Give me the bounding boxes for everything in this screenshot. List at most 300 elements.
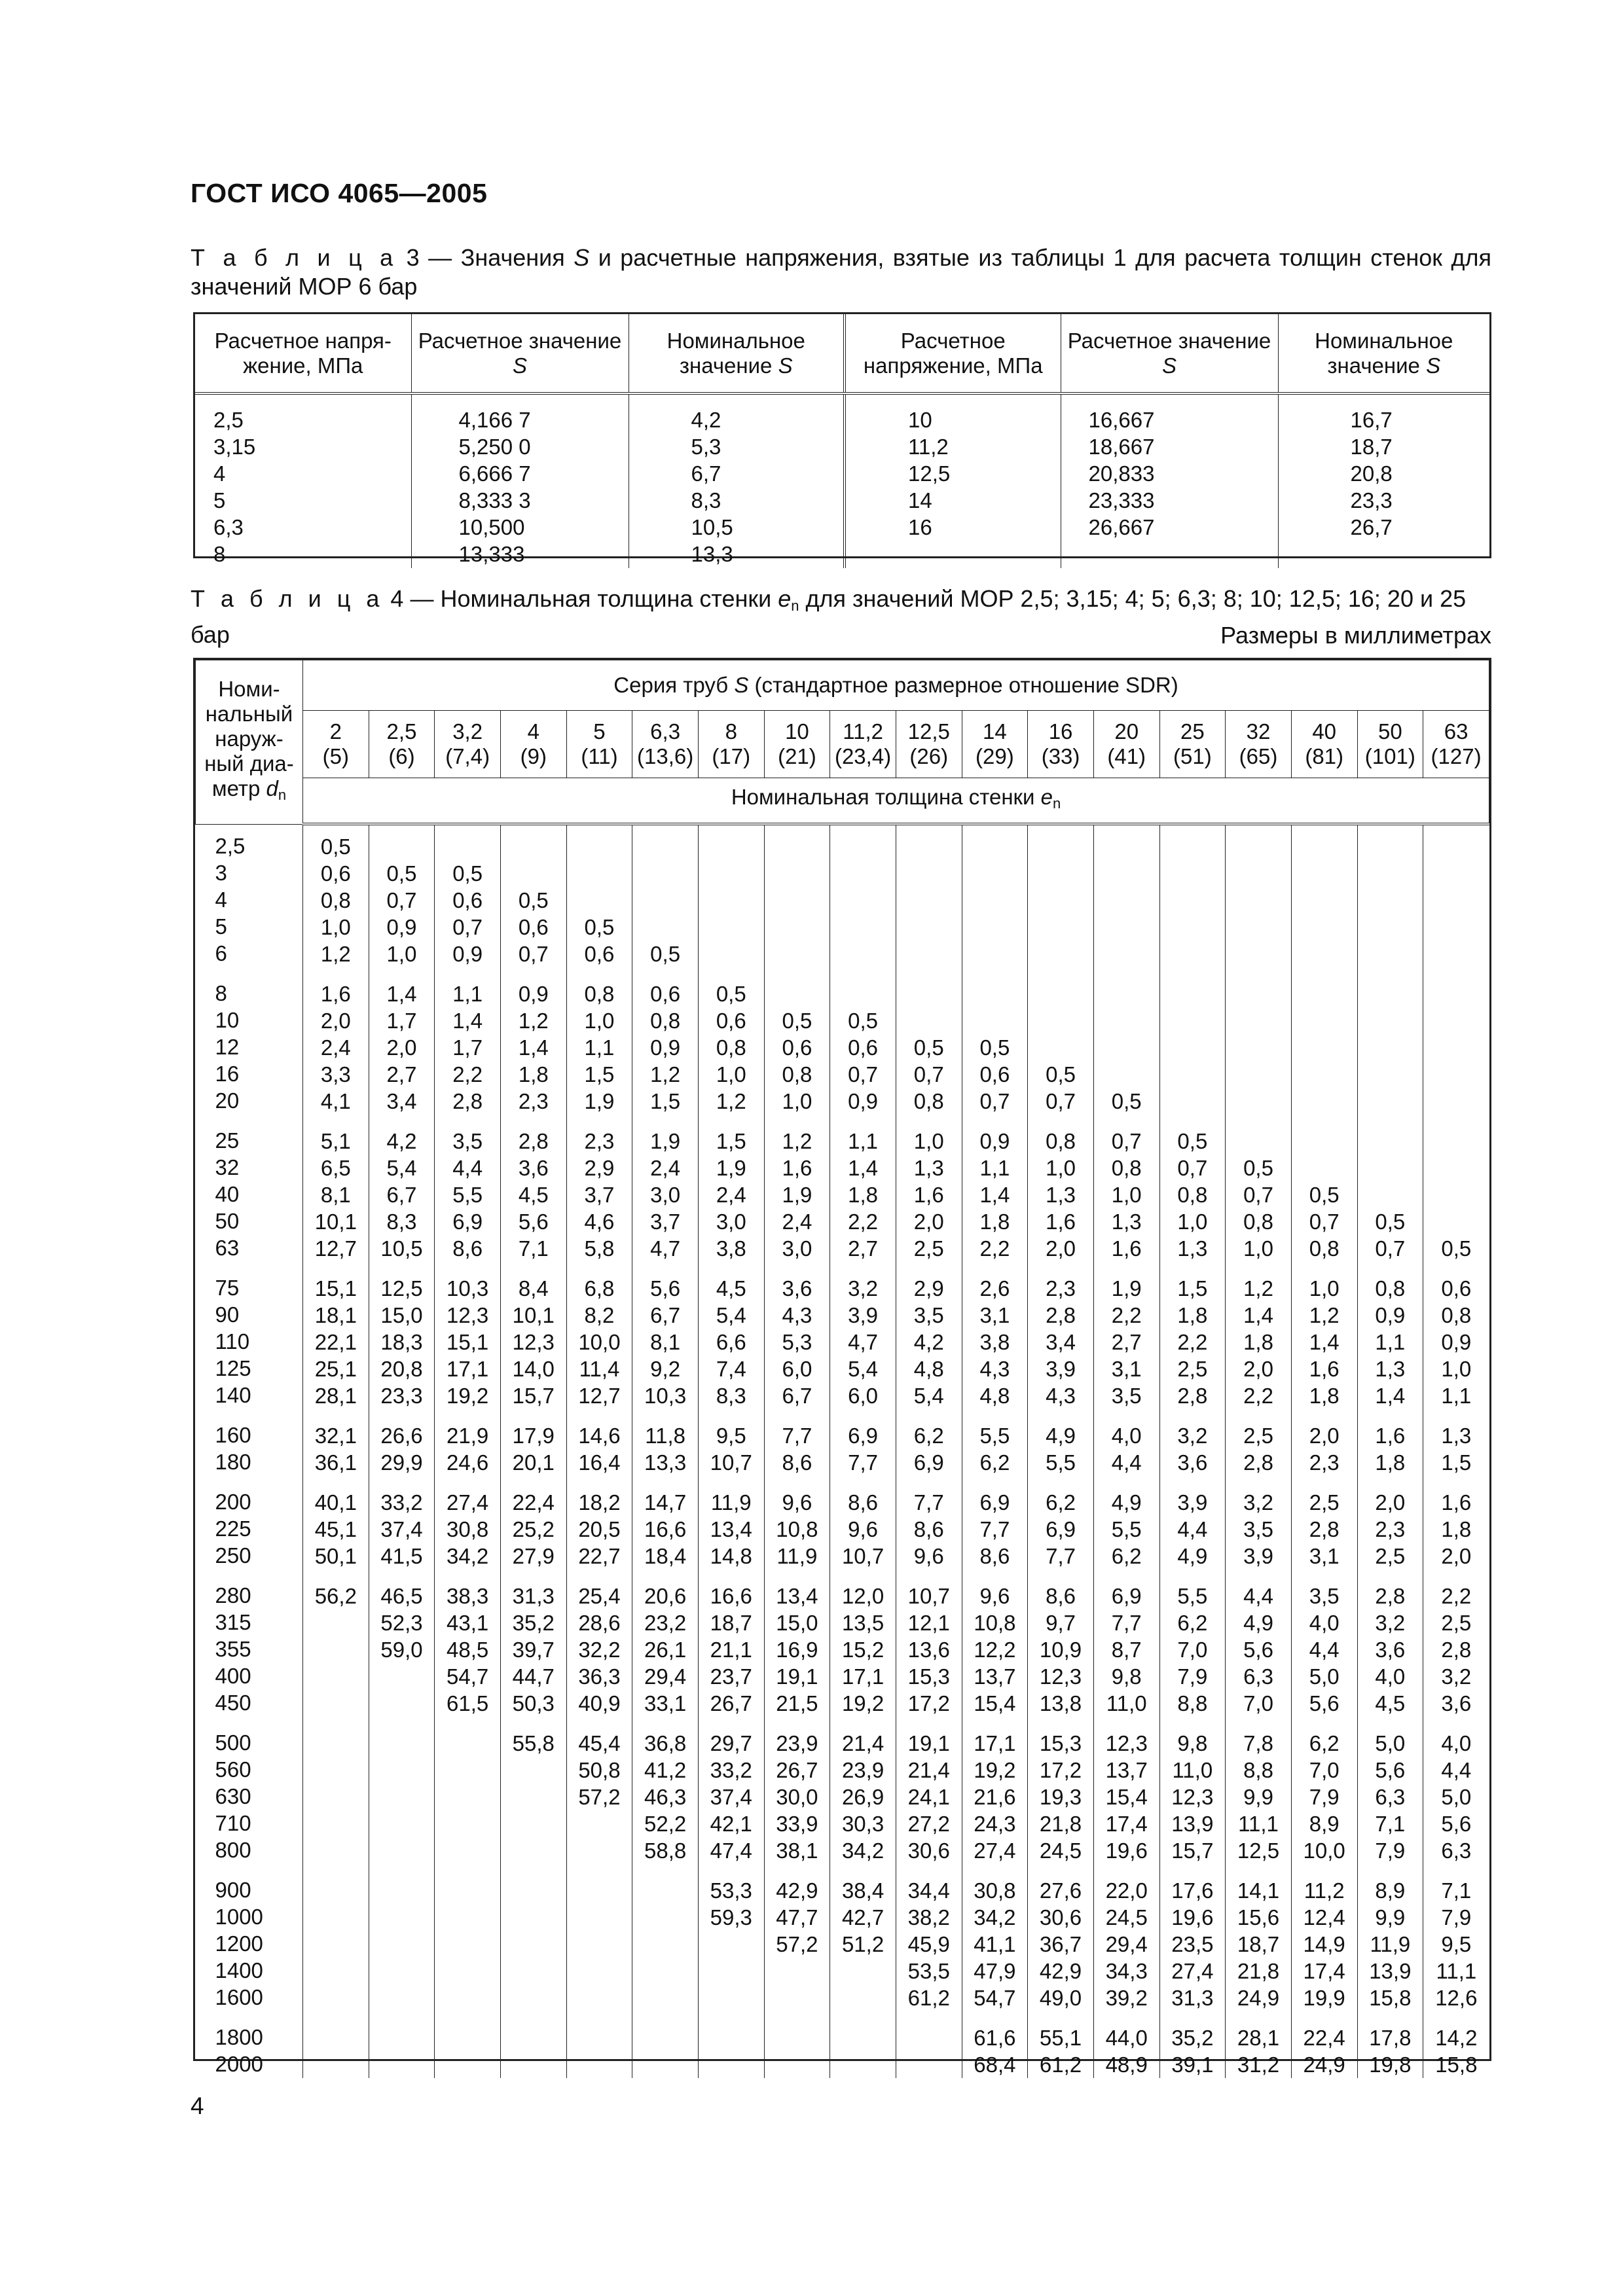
table4-cell: 4,3 <box>782 1303 812 1327</box>
table4-cell <box>1226 860 1291 887</box>
table4-cell: 34,2 <box>447 1544 489 1568</box>
table4-cell: 0,5 <box>584 915 615 939</box>
table4-cell: 4,3 <box>979 1357 1010 1381</box>
table4-cell <box>303 2024 369 2051</box>
table4-cell: 0,7 <box>1177 1156 1208 1180</box>
table4-cell: 3,0 <box>650 1183 681 1207</box>
table4-cell: 1,8 <box>1243 1330 1273 1354</box>
table3-cell: 16,7 <box>1350 408 1393 432</box>
table4-diameter-cell: 20 <box>215 1088 240 1113</box>
table4-cell <box>1094 860 1159 887</box>
table4-cell: 3,7 <box>584 1183 615 1207</box>
table3-cell: 16,667 <box>1088 408 1155 432</box>
table4-cell: 47,4 <box>710 1839 752 1863</box>
table4-cell: 0,5 <box>518 888 549 912</box>
table4-cell: 17,4 <box>1303 1959 1345 1983</box>
table4-cell <box>369 833 435 860</box>
table4-cell: 4,7 <box>848 1330 879 1354</box>
table4-cell: 0,9 <box>1441 1330 1472 1354</box>
table4-cell <box>369 1958 435 1984</box>
table4-cell: 0,6 <box>1441 1276 1472 1300</box>
group-gap <box>215 1569 303 1582</box>
table4-cell <box>699 941 764 967</box>
group-gap <box>1028 1476 1093 1489</box>
table4-cell <box>501 860 566 887</box>
table4-series-sdr: (127) <box>1431 744 1482 768</box>
table4-cell: 19,6 <box>1105 1839 1148 1863</box>
table4-diameter-cell: 2000 <box>215 2051 263 2076</box>
table4-cell: 7,1 <box>1441 1878 1472 1903</box>
group-gap <box>896 1262 962 1275</box>
table4-cell: 5,4 <box>386 1156 417 1180</box>
group-gap <box>1423 1864 1489 1877</box>
table4-series-s: 4 <box>527 719 539 744</box>
table4-cell <box>1028 1007 1093 1034</box>
group-gap <box>830 1115 896 1128</box>
table4-cell: 1,1 <box>584 1035 615 1060</box>
table4-cell: 10,7 <box>841 1544 884 1568</box>
table4-cell: 5,6 <box>650 1276 681 1300</box>
table4-cell: 2,7 <box>848 1236 879 1261</box>
table4-cell: 7,4 <box>716 1357 746 1381</box>
table4-cell: 0,7 <box>386 888 417 912</box>
table4-cell: 3,6 <box>1441 1691 1472 1715</box>
group-gap <box>765 1570 830 1583</box>
table4-cell: 0,8 <box>716 1035 746 1060</box>
table4-cell: 15,8 <box>1369 1986 1412 2010</box>
table4-cell: 1,0 <box>1243 1236 1273 1261</box>
table4-cell: 24,3 <box>974 1812 1016 1836</box>
table4-cell: 9,7 <box>1046 1611 1076 1635</box>
group-gap <box>632 2011 698 2024</box>
table4-cell: 19,8 <box>1369 2053 1412 2077</box>
table4-cell <box>435 1837 500 1864</box>
table4-cell: 4,3 <box>1046 1384 1076 1408</box>
table4-cell <box>303 1636 369 1663</box>
table4-cell: 2,3 <box>518 1089 549 1113</box>
table4-cell: 39,7 <box>512 1638 555 1662</box>
table4-cell: 38,2 <box>907 1905 950 1929</box>
table4-diameter-cell: 710 <box>215 1810 251 1835</box>
table4-cell: 3,8 <box>716 1236 746 1261</box>
table4-cell: 16,6 <box>710 1584 752 1608</box>
table4-cell: 10,8 <box>974 1611 1016 1635</box>
group-gap <box>1423 1409 1489 1422</box>
table4-cell: 4,8 <box>913 1357 944 1381</box>
table3-column-5 <box>1061 393 1278 568</box>
table4-cell <box>632 1877 698 1904</box>
table4-cell <box>632 914 698 941</box>
table4-cell: 10,7 <box>710 1450 752 1475</box>
table4-cell: 27,4 <box>974 1839 1016 1863</box>
table4-series-sdr: (33) <box>1041 744 1080 768</box>
table4-cell: 6,2 <box>1111 1544 1142 1568</box>
table4-cell: 0,6 <box>716 1009 746 1033</box>
group-gap <box>501 1864 566 1877</box>
table4-cell: 29,7 <box>710 1731 752 1755</box>
table4-series-column <box>764 824 830 2078</box>
table4-diameter-cell: 250 <box>215 1543 251 1568</box>
table4-cell: 2,2 <box>1441 1584 1472 1608</box>
table4-series-sdr: (17) <box>712 744 751 768</box>
table3-cell: 5,3 <box>691 435 721 459</box>
table4-cell: 4,2 <box>913 1330 944 1354</box>
table4-cell: 3,3 <box>320 1062 351 1086</box>
table4-cell: 57,2 <box>578 1785 621 1809</box>
table4-caption-word: Т а б л и ц а <box>191 585 384 612</box>
table4-cell <box>962 887 1028 914</box>
group-gap <box>215 1475 303 1488</box>
table4-cell: 4,6 <box>584 1210 615 1234</box>
table4-cell: 12,5 <box>1237 1839 1280 1863</box>
table4-cell: 33,9 <box>776 1812 818 1836</box>
table4-cell: 11,9 <box>710 1490 752 1515</box>
table4-cell <box>765 1984 830 2011</box>
table4-cell: 16,6 <box>644 1517 687 1541</box>
group-gap <box>830 1409 896 1422</box>
table4-cell: 0,6 <box>584 942 615 966</box>
table4-series-header-cell <box>632 711 699 778</box>
table4-cell <box>567 1958 632 1984</box>
table4-cell <box>303 1690 369 1717</box>
group-gap <box>896 1476 962 1489</box>
table4-series-s: 20 <box>1114 719 1139 744</box>
table4-cell: 5,4 <box>848 1357 879 1381</box>
table4-cell: 1,5 <box>650 1089 681 1113</box>
group-gap <box>699 2011 764 2024</box>
table4-series-header-cell <box>1423 711 1489 778</box>
table4-cell: 54,7 <box>974 1986 1016 2010</box>
table4-cell: 13,4 <box>710 1517 752 1541</box>
table4-cell: 24,9 <box>1303 2053 1345 2077</box>
table4-cell: 42,9 <box>1039 1959 1082 1983</box>
table4-cell <box>303 1609 369 1636</box>
table4-cell: 27,4 <box>1171 1959 1214 1983</box>
table3-cell: 10,500 <box>458 515 525 539</box>
table4-series-header-cell <box>435 711 501 778</box>
table4-series-s: 12,5 <box>907 719 950 744</box>
table4-cell: 19,2 <box>841 1691 884 1715</box>
table4-cell <box>567 887 632 914</box>
table4-cell: 0,8 <box>1441 1303 1472 1327</box>
table4-cell: 0,8 <box>1111 1156 1142 1180</box>
table4-diameter-cell: 280 <box>215 1583 251 1607</box>
group-gap <box>962 1262 1028 1275</box>
table4-cell: 2,0 <box>1375 1490 1406 1515</box>
group-gap <box>435 1570 500 1583</box>
table4-cell: 33,2 <box>380 1490 423 1515</box>
table4-cell: 36,1 <box>314 1450 357 1475</box>
table4-cell: 25,4 <box>578 1584 621 1608</box>
table4-cell: 3,4 <box>1046 1330 1076 1354</box>
table4-diameter-cell: 3 <box>215 860 227 885</box>
group-gap <box>501 2011 566 2024</box>
group-gap <box>567 967 632 980</box>
table4-cell: 2,2 <box>979 1236 1010 1261</box>
group-gap <box>1160 1409 1226 1422</box>
table4-cell: 15,1 <box>447 1330 489 1354</box>
table4-series-sdr: (26) <box>909 744 949 768</box>
group-gap <box>1226 1864 1291 1877</box>
table4-cell: 1,0 <box>1046 1156 1076 1180</box>
table4-cell <box>501 1984 566 2011</box>
table4-cell: 15,3 <box>1039 1731 1082 1755</box>
table4-cell: 1,0 <box>1111 1183 1142 1207</box>
table3-caption <box>191 243 1491 301</box>
table3-header: Расчетное значение S <box>411 314 629 393</box>
table4-cell: 9,6 <box>782 1490 812 1515</box>
table4-cell: 2,2 <box>452 1062 483 1086</box>
table4-diameter-cell: 355 <box>215 1636 251 1661</box>
table4-cell: 4,4 <box>1441 1758 1472 1782</box>
table4-cell: 1,9 <box>650 1129 681 1153</box>
table4-cell: 3,5 <box>1309 1584 1340 1608</box>
table4-cell: 0,5 <box>386 861 417 886</box>
table4-cell: 7,1 <box>518 1236 549 1261</box>
group-gap <box>303 1476 369 1489</box>
table4-diameter-cell: 1600 <box>215 1984 263 2009</box>
table4-cell: 5,6 <box>518 1210 549 1234</box>
table4-cell: 6,7 <box>650 1303 681 1327</box>
table4-cell: 3,1 <box>979 1303 1010 1327</box>
table4-cell: 4,4 <box>1177 1517 1208 1541</box>
table4-cell: 12,4 <box>1303 1905 1345 1929</box>
table4-cell: 13,8 <box>1039 1691 1082 1715</box>
table4-cell: 5,0 <box>1375 1731 1406 1755</box>
table4-cell: 6,9 <box>913 1450 944 1475</box>
group-gap <box>501 1717 566 1730</box>
table4-cell: 10,0 <box>1303 1839 1345 1863</box>
table4-cell: 10,3 <box>644 1384 687 1408</box>
table3-cell: 4 <box>213 461 226 486</box>
group-gap <box>1292 1476 1357 1489</box>
table4-cell <box>303 1904 369 1931</box>
table4-cell: 17,6 <box>1171 1878 1214 1903</box>
table4-cell: 1,2 <box>1243 1276 1273 1300</box>
table4-cell: 4,5 <box>1375 1691 1406 1715</box>
table4-cell: 1,4 <box>1243 1303 1273 1327</box>
table4-cell <box>632 2051 698 2078</box>
table3-header: Расчетное значение S <box>1061 314 1278 393</box>
table4-cell: 0,9 <box>452 942 483 966</box>
table4-diameter-cell: 1800 <box>215 2024 263 2049</box>
table4-cell <box>1292 1128 1357 1155</box>
table4-cell: 33,2 <box>710 1758 752 1782</box>
table4-cell: 2,0 <box>913 1210 944 1234</box>
table4-cell: 5,6 <box>1309 1691 1340 1715</box>
table4-cell: 2,8 <box>1309 1517 1340 1541</box>
group-gap <box>632 1476 698 1489</box>
table4-cell: 3,6 <box>1177 1450 1208 1475</box>
table4-cell <box>435 1984 500 2011</box>
table4-cell: 11,4 <box>579 1357 620 1381</box>
table4-cell: 4,0 <box>1309 1611 1340 1635</box>
table4-cell <box>1423 1007 1489 1034</box>
group-gap <box>830 1864 896 1877</box>
table4-frame <box>193 658 1491 2077</box>
table4-cell: 24,1 <box>907 1785 950 1809</box>
table4-cell: 12,7 <box>314 1236 357 1261</box>
table4-cell: 27,6 <box>1039 1878 1082 1903</box>
table4-cell: 53,3 <box>710 1878 752 1903</box>
table4-cell <box>1292 1007 1357 1034</box>
table4-cell: 6,9 <box>452 1210 483 1234</box>
table4-cell: 54,7 <box>447 1664 489 1689</box>
table4-cell: 10,1 <box>512 1303 555 1327</box>
table4-cell: 3,5 <box>1111 1384 1142 1408</box>
table4-cell: 17,2 <box>1039 1758 1082 1782</box>
table4-cell: 43,1 <box>447 1611 489 1635</box>
table4-cell: 13,7 <box>974 1664 1016 1689</box>
table4-cell <box>1423 1181 1489 1208</box>
table4-cell <box>1160 914 1226 941</box>
table4-series-column <box>303 824 369 2078</box>
group-gap <box>1028 1864 1093 1877</box>
table4-cell: 11,9 <box>1370 1932 1411 1956</box>
table4-cell <box>567 1810 632 1837</box>
table4-cell: 8,6 <box>452 1236 483 1261</box>
group-gap <box>896 1717 962 1730</box>
table3-cell: 18,7 <box>1350 435 1393 459</box>
group-gap <box>215 1261 303 1274</box>
table4-cell: 6,2 <box>1309 1731 1340 1755</box>
table4-cell: 18,7 <box>710 1611 752 1635</box>
table4-cell: 1,3 <box>1046 1183 1076 1207</box>
table4-cell: 11,9 <box>776 1544 818 1568</box>
table4-cell <box>632 2024 698 2051</box>
group-gap <box>1160 1864 1226 1877</box>
table4-cell: 1,2 <box>716 1089 746 1113</box>
table4-cell: 4,7 <box>650 1236 681 1261</box>
table4-cell: 6,5 <box>320 1156 351 1180</box>
table3-header: Расчетное напря-жение, МПа <box>195 314 411 393</box>
table4-cell: 1,4 <box>848 1156 879 1180</box>
table4-cell: 3,9 <box>1243 1544 1273 1568</box>
table4-cell <box>632 860 698 887</box>
table4-cell <box>369 1931 435 1958</box>
table4-cell <box>501 1958 566 1984</box>
table4-series-column <box>1226 824 1292 2078</box>
group-gap <box>1094 2011 1159 2024</box>
table4-cell <box>1160 1061 1226 1088</box>
table4-cell: 2,0 <box>1441 1544 1472 1568</box>
table4-cell: 7,0 <box>1243 1691 1273 1715</box>
page-number: 4 <box>191 2092 204 2119</box>
table4-cell: 1,4 <box>979 1183 1010 1207</box>
table4-series-sdr: (51) <box>1173 744 1212 768</box>
table4-series-header-cell <box>1226 711 1292 778</box>
table4-cell <box>1358 941 1423 967</box>
group-gap <box>303 1570 369 1583</box>
group-gap <box>1160 967 1226 980</box>
table4-cell: 21,8 <box>1039 1812 1082 1836</box>
table4-cell: 12,3 <box>512 1330 555 1354</box>
table4-cell: 6,2 <box>1046 1490 1076 1515</box>
table4-cell <box>369 1730 435 1757</box>
table4-cell: 0,5 <box>1441 1236 1472 1261</box>
table4-cell: 7,9 <box>1177 1664 1208 1689</box>
group-gap <box>567 1262 632 1275</box>
table4-cell <box>303 1730 369 1757</box>
table4-cell <box>501 1837 566 1864</box>
table4-cell: 9,9 <box>1375 1905 1406 1929</box>
table4-cell: 0,5 <box>1309 1183 1340 1207</box>
table4-cell: 0,6 <box>979 1062 1010 1086</box>
table4-cell: 3,9 <box>1046 1357 1076 1381</box>
table4-diameter-cell: 160 <box>215 1422 251 1447</box>
table4-cell: 3,2 <box>1375 1611 1406 1635</box>
table4-cell: 3,2 <box>848 1276 879 1300</box>
table4-cell: 0,5 <box>1243 1156 1273 1180</box>
table4-cell: 7,7 <box>848 1450 879 1475</box>
table4-series-sdr: (6) <box>388 744 415 768</box>
table4-cell: 38,3 <box>447 1584 489 1608</box>
table4-cell: 3,5 <box>452 1129 483 1153</box>
table4-cell <box>1292 887 1357 914</box>
table4-series-s: 5 <box>593 719 606 744</box>
table4-cell <box>1423 1088 1489 1115</box>
table4-cell: 21,6 <box>974 1785 1016 1809</box>
table4-series-s: 14 <box>983 719 1007 744</box>
table4-cell: 2,4 <box>650 1156 681 1180</box>
table3-caption-word: Т а б л и ц а <box>191 244 398 271</box>
group-gap <box>215 1408 303 1422</box>
table4-series-s: 16 <box>1048 719 1073 744</box>
table4-cell <box>830 887 896 914</box>
group-gap <box>1094 1717 1159 1730</box>
table4-cell: 1,2 <box>320 942 351 966</box>
table4-diameter-cell: 1200 <box>215 1931 263 1956</box>
table4-series-header-cell <box>500 711 566 778</box>
table4-cell: 9,8 <box>1111 1664 1142 1689</box>
table4-cell <box>1160 980 1226 1007</box>
table4-series-header-cell <box>830 711 896 778</box>
group-gap <box>962 1717 1028 1730</box>
group-gap <box>962 1570 1028 1583</box>
table4-cell: 17,4 <box>1105 1812 1148 1836</box>
table4-cell: 22,7 <box>578 1544 621 1568</box>
group-gap <box>1358 2011 1423 2024</box>
table4-subheader <box>303 778 1489 825</box>
table4-cell <box>1292 941 1357 967</box>
table4-cell: 41,1 <box>974 1932 1016 1956</box>
table4-cell: 0,5 <box>1375 1210 1406 1234</box>
table4-cell: 0,7 <box>1243 1183 1273 1207</box>
table4-cell <box>962 860 1028 887</box>
group-gap <box>1094 1409 1159 1422</box>
table4-cell: 6,2 <box>979 1450 1010 1475</box>
group-gap <box>435 1476 500 1489</box>
table4-diameter-cell: 5 <box>215 914 227 939</box>
table4-cell: 41,2 <box>644 1758 687 1782</box>
table4-series-s: 11,2 <box>843 719 883 744</box>
table4-cell: 6,0 <box>782 1357 812 1381</box>
table4-series-sdr: (23,4) <box>834 744 892 768</box>
group-gap <box>303 1717 369 1730</box>
table4-cell <box>962 1007 1028 1034</box>
table4-cell: 12,3 <box>1171 1785 1214 1809</box>
table4-cell <box>1423 860 1489 887</box>
table4-cell <box>1160 1034 1226 1061</box>
table4-cell: 0,8 <box>1375 1276 1406 1300</box>
table4-cell <box>567 1877 632 1904</box>
table4-cell <box>699 914 764 941</box>
table4-cell <box>896 2024 962 2051</box>
table4-cell <box>1094 887 1159 914</box>
table4-cell: 1,4 <box>386 982 417 1006</box>
table4-cell: 6,7 <box>782 1384 812 1408</box>
table4-cell: 8,1 <box>650 1330 681 1354</box>
